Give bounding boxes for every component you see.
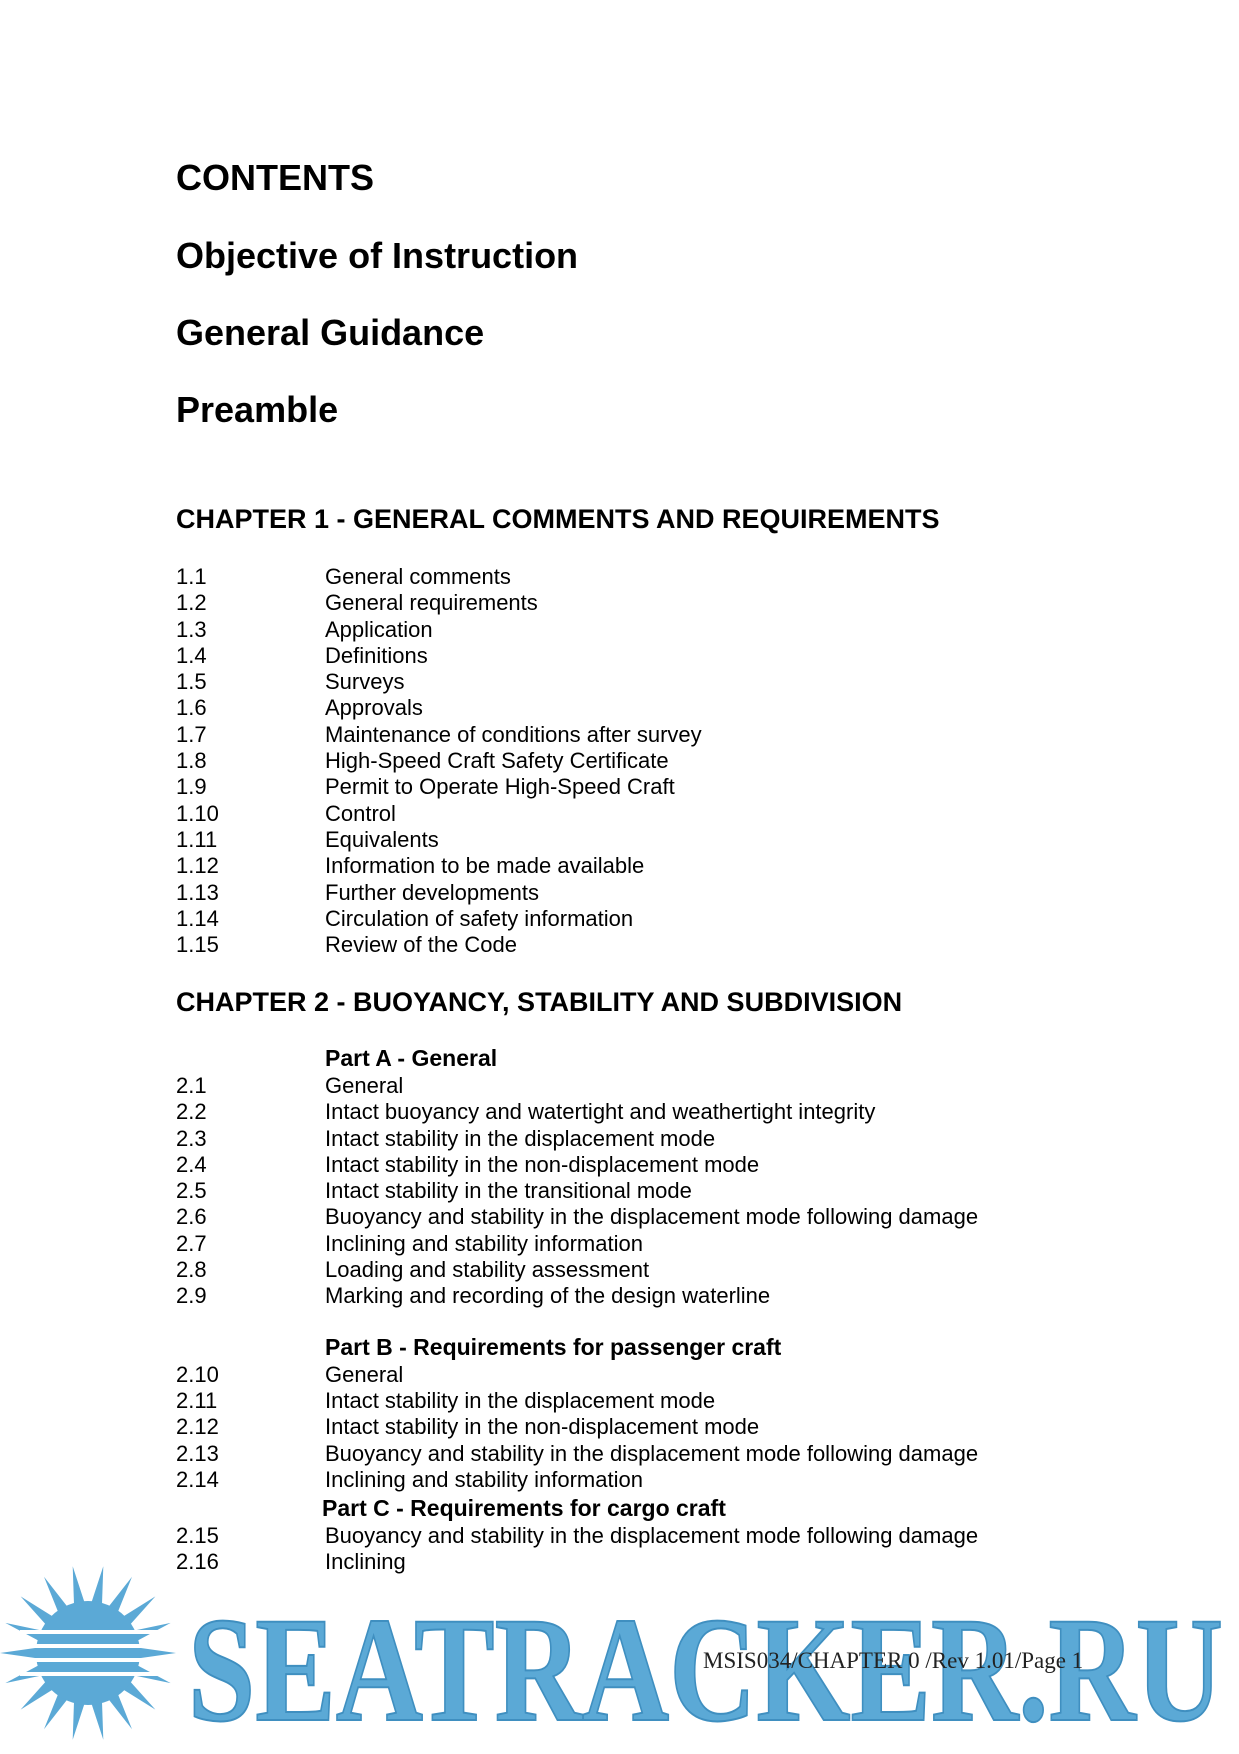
toc-entry <box>176 1126 1076 1152</box>
toc-entry <box>176 1231 1076 1257</box>
toc-entry <box>176 906 1076 932</box>
toc-entry <box>176 801 1076 827</box>
toc-entry-number: 2.14 <box>176 1466 219 1492</box>
toc-entry <box>176 1152 1076 1178</box>
toc-entry <box>176 617 1076 643</box>
toc-entry <box>176 1467 1076 1493</box>
sun-icon <box>0 1566 176 1739</box>
toc-entry-number: 2.2 <box>176 1099 207 1125</box>
toc-entry-number: 2.9 <box>176 1283 207 1309</box>
toc-entry-number: 2.1 <box>176 1073 207 1098</box>
part-c-heading: Part C - Requirements for cargo craft <box>322 1495 726 1522</box>
toc-entry-number: 2.3 <box>176 1125 207 1151</box>
toc-entry-number: 1.4 <box>176 642 207 668</box>
toc-entry-number: 2.8 <box>176 1257 207 1283</box>
toc-entry <box>176 1204 1076 1230</box>
toc-entry <box>176 695 1076 721</box>
toc-entry <box>176 1362 1076 1388</box>
toc-entry-number: 1.9 <box>176 774 207 800</box>
toc-entry-title: Information to be made available <box>325 853 645 879</box>
toc-entry-title: Maintenance of conditions after survey <box>325 721 702 747</box>
toc-entry-title: Inclining and stability information <box>325 1466 643 1492</box>
toc-entry <box>176 1073 1076 1099</box>
toc-entry <box>176 880 1076 906</box>
toc-entry <box>176 1441 1076 1467</box>
watermark-text: SEATRACKER.RU <box>188 1587 1223 1753</box>
toc-entry-number: 1.5 <box>176 669 207 695</box>
toc-entry-number: 1.14 <box>176 905 219 931</box>
toc-entry-number: 1.15 <box>176 932 219 958</box>
guidance-heading: General Guidance <box>176 312 485 353</box>
toc-entry-number: 1.1 <box>176 564 207 589</box>
toc-entry-title: General requirements <box>325 590 538 616</box>
toc-entry-number: 2.5 <box>176 1178 207 1204</box>
toc-entry-number: 1.8 <box>176 748 207 774</box>
toc-entry-title: Marking and recording of the design waterline <box>325 1283 771 1309</box>
toc-entry-title: Equivalents <box>325 826 439 852</box>
page-reference: MSIS034/CHAPTER 0 /Rev 1.01/Page 1 <box>703 1648 1084 1673</box>
toc-entry-title: Further developments <box>325 879 539 905</box>
toc-entry-number: 2.11 <box>176 1387 218 1413</box>
sun-ray <box>0 1647 40 1658</box>
sun-ray <box>73 1699 86 1740</box>
toc-entry <box>176 1523 1076 1549</box>
toc-entry-number: 2.4 <box>176 1151 207 1177</box>
toc-entry <box>176 827 1076 853</box>
toc-entry-title: Buoyancy and stability in the displacement mode following damage <box>325 1204 979 1230</box>
toc-entry-title: Review of the Code <box>325 932 517 958</box>
toc-entry-number: 1.7 <box>176 721 207 747</box>
toc-entry-number: 1.13 <box>176 879 219 905</box>
toc-entry-title: Loading and stability assessment <box>325 1257 650 1283</box>
toc-entry-title: Circulation of safety information <box>325 905 634 931</box>
toc-entry <box>176 590 1076 616</box>
toc-entry-number: 2.6 <box>176 1204 207 1230</box>
toc-entry-title: Intact stability in the displacement mode <box>325 1387 716 1413</box>
toc-entry-title: Buoyancy and stability in the displacement mode following damage <box>325 1440 979 1466</box>
part-b-heading: Part B - Requirements for passenger craft <box>325 1333 782 1360</box>
toc-entry-title: High-Speed Craft Safety Certificate <box>325 748 669 774</box>
toc-entry-title: Approvals <box>325 695 423 721</box>
toc-entry-number: 1.3 <box>176 616 207 642</box>
toc-entry <box>176 1283 1076 1309</box>
toc-entry <box>176 1257 1076 1283</box>
toc-entry-title: Surveys <box>325 669 405 695</box>
toc-entry-title: Intact stability in the non-displacement mode <box>325 1151 760 1177</box>
toc-entry-title: Definitions <box>325 642 428 668</box>
sun-ray <box>91 1566 104 1607</box>
part-a-heading: Part A - General <box>325 1045 498 1071</box>
toc-entry-title: General <box>325 1073 404 1098</box>
toc-entry <box>176 722 1076 748</box>
chapter1-heading: CHAPTER 1 - GENERAL COMMENTS AND REQUIREMENTS <box>176 504 940 534</box>
contents-heading: CONTENTS <box>176 157 374 198</box>
sun-ray <box>73 1566 86 1607</box>
toc-entry <box>176 1414 1076 1440</box>
toc-entry-title: General <box>325 1361 404 1387</box>
toc-entry <box>176 748 1076 774</box>
chapter2-heading: CHAPTER 2 - BUOYANCY, STABILITY AND SUBDIVISION <box>176 987 903 1017</box>
toc-entry <box>176 1099 1076 1125</box>
toc-entry <box>176 643 1076 669</box>
part-a-list <box>176 1073 1076 1310</box>
toc-entry-title: Intact buoyancy and watertight and weathertight integrity <box>325 1099 876 1125</box>
toc-entry-title: Intact stability in the displacement mode <box>325 1125 716 1151</box>
toc-entry <box>176 1178 1076 1204</box>
toc-entry-number: 2.12 <box>176 1414 219 1440</box>
toc-entry-number: 1.10 <box>176 800 219 826</box>
toc-entry-title: Application <box>325 616 433 642</box>
objective-heading: Objective of Instruction <box>176 235 579 276</box>
toc-entry <box>176 564 1076 590</box>
toc-entry-title: Intact stability in the transitional mode <box>325 1178 692 1204</box>
toc-entry-number: 2.15 <box>176 1523 219 1549</box>
toc-entry-title: General comments <box>325 564 511 589</box>
sun-ray <box>136 1647 176 1658</box>
toc-entry <box>176 853 1076 879</box>
toc-entry-title: Control <box>325 800 396 826</box>
chapter1-list <box>176 564 1076 958</box>
toc-entry-number: 2.16 <box>176 1549 219 1575</box>
toc-entry-number: 2.13 <box>176 1440 219 1466</box>
toc-entry-number: 2.7 <box>176 1230 207 1256</box>
toc-entry-number: 2.10 <box>176 1361 219 1387</box>
toc-entry-title: Inclining and stability information <box>325 1230 643 1256</box>
sun-ray <box>91 1699 104 1740</box>
chapter2-list <box>176 1043 1076 1576</box>
toc-entry <box>176 669 1076 695</box>
toc-entry-number: 1.11 <box>176 826 218 852</box>
toc-entry-title: Buoyancy and stability in the displacement mode following damage <box>325 1523 979 1549</box>
toc-entry <box>176 1388 1076 1414</box>
toc-entry <box>176 932 1076 958</box>
preamble-heading: Preamble <box>176 389 339 430</box>
toc-entry-title: Inclining <box>325 1549 406 1575</box>
part-b-list <box>176 1362 1076 1493</box>
toc-entry-title: Permit to Operate High-Speed Craft <box>325 774 675 800</box>
toc-entry-number: 1.12 <box>176 853 219 879</box>
toc-entry <box>176 774 1076 800</box>
toc-entry-title: Intact stability in the non-displacement mode <box>325 1414 760 1440</box>
toc-entry-number: 1.6 <box>176 695 207 721</box>
toc-entry-number: 1.2 <box>176 590 207 616</box>
